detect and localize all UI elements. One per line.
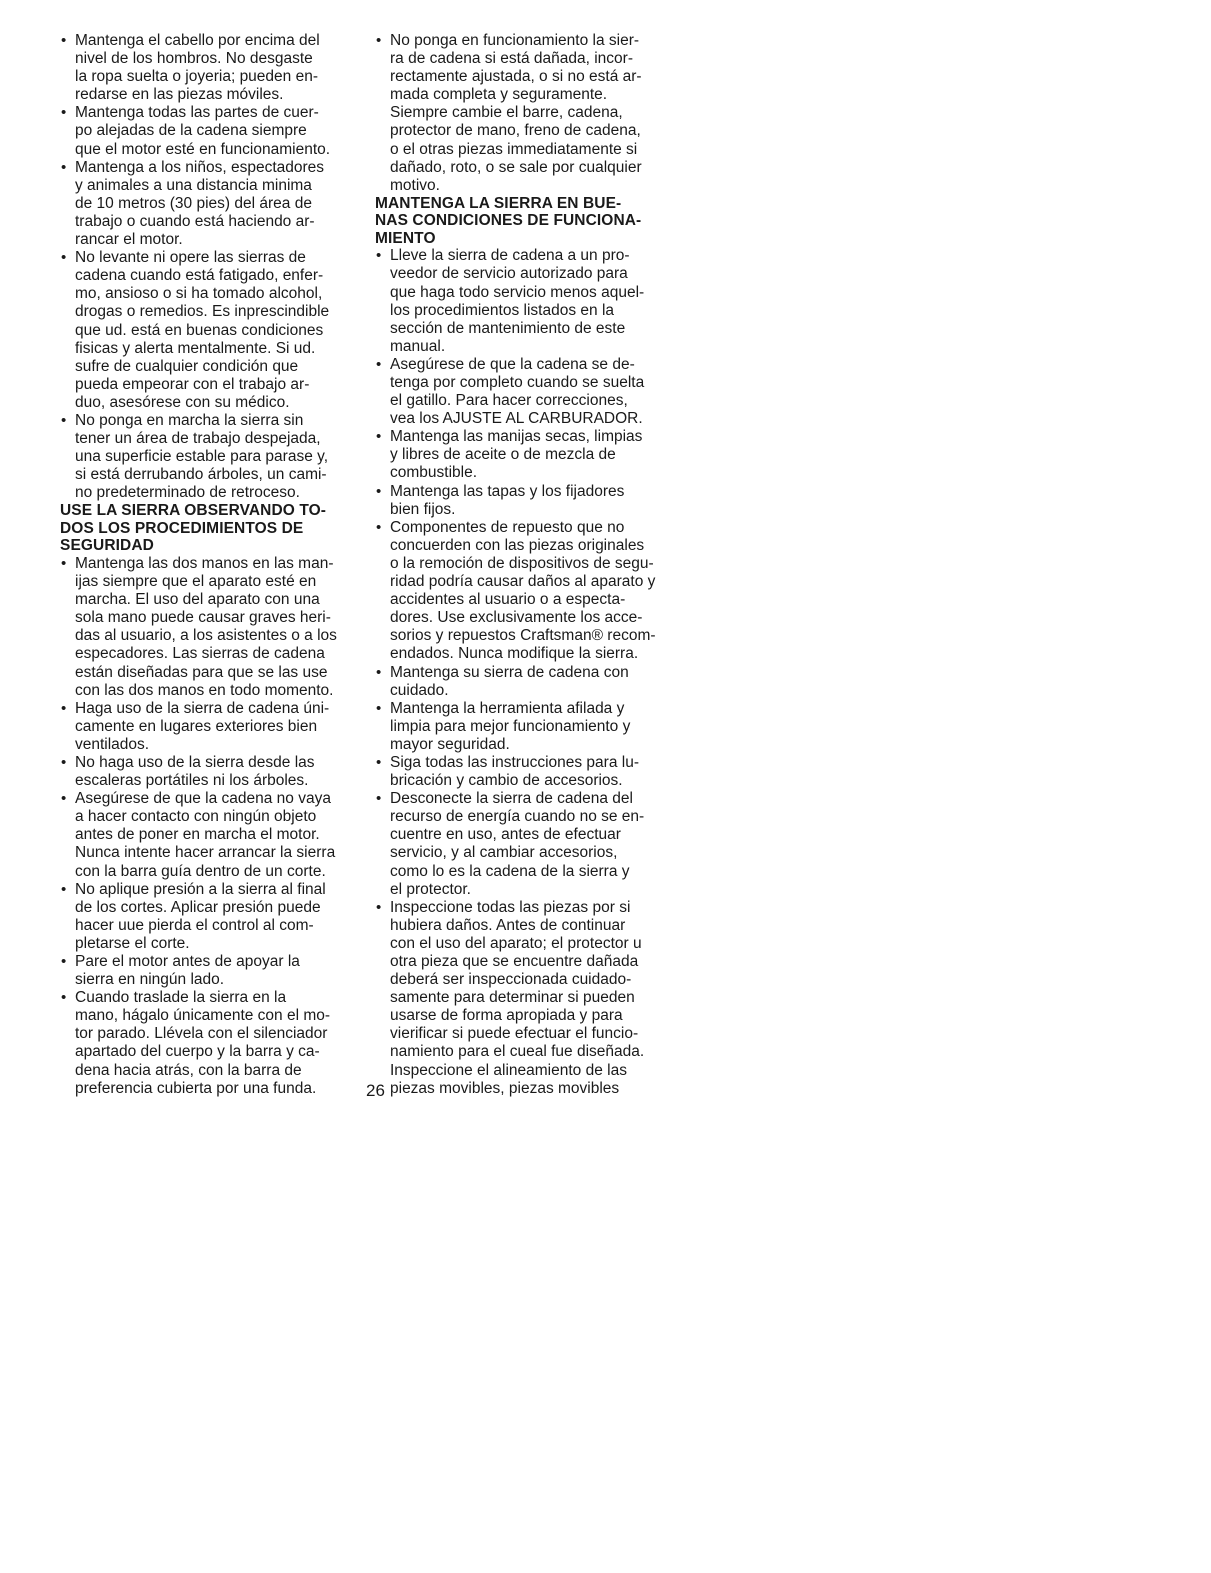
list-item (60, 104, 350, 158)
section-heading (60, 502, 350, 555)
text-line: con el uso del aparato; el protector u (390, 934, 642, 952)
text-line: mada completa y seguramente. (390, 86, 608, 104)
list-item (60, 881, 350, 953)
text-line: motivo. (390, 176, 440, 194)
text-line: dañado, roto, o se sale por cualquier (390, 158, 642, 176)
text-line: sección de mantenimiento de este (390, 319, 626, 337)
bullet-icon: • (61, 249, 67, 267)
text-line: Nunca intente hacer arrancar la sierra (75, 844, 336, 862)
text-line: Mantenga la herramienta afilada y (390, 699, 625, 717)
text-line: y libres de aceite o de mezcla de (390, 446, 616, 464)
bullet-icon: • (61, 880, 67, 898)
left-column (60, 32, 350, 1098)
text-line: No aplique presión a la sierra al final (75, 880, 326, 898)
text-line: deberá ser inspeccionada cuidado- (390, 971, 632, 989)
text-line: Mantenga a los niños, espectadores (75, 158, 325, 176)
text-line: pletarse el corte. (75, 934, 190, 952)
text-line: cuidado. (390, 681, 449, 699)
page-number: 26 (366, 1081, 385, 1100)
text-line: escaleras portátiles ni los árboles. (75, 772, 309, 790)
text-line: Asegúrese de que la cadena no vaya (75, 790, 331, 808)
text-line: samente para determinar si pueden (390, 989, 635, 1007)
text-line: Mantenga su sierra de cadena con (390, 663, 629, 681)
text-line: ijas siempre que el aparato esté en (75, 573, 317, 591)
text-line: Cuando traslade la sierra en la (75, 989, 287, 1007)
right-column (375, 32, 665, 1098)
bullet-icon: • (376, 355, 382, 373)
bullet-icon: • (376, 663, 382, 681)
text-line: piezas movibles, piezas movibles (390, 1079, 620, 1097)
text-line: tenga por completo cuando se suelta (390, 374, 645, 391)
bullet-icon: • (61, 953, 67, 970)
text-line: Siga todas las instrucciones para lu- (390, 753, 639, 771)
text-line: DOS LOS PROCEDIMIENTOS DE (60, 519, 304, 537)
text-line: cuentre en uso, antes de efectuar (390, 826, 621, 844)
text-line: duo, asesórese con su médico. (75, 393, 290, 411)
list-item (60, 953, 350, 989)
bullet-icon: • (61, 554, 67, 572)
bullet-icon: • (61, 699, 67, 717)
bullet-icon: • (376, 247, 382, 265)
text-line: po alejadas de la cadena siempre (75, 122, 307, 140)
text-line: MANTENGA LA SIERRA EN BUE- (375, 194, 622, 212)
bullet-icon: • (61, 989, 67, 1007)
text-line: sufre de cualquier condición que (75, 357, 299, 375)
bullet-icon: • (376, 32, 382, 49)
text-line: hacer uue pierda el control al com- (75, 916, 314, 934)
text-line: antes de poner en marcha el motor. (75, 826, 320, 844)
list-item (375, 483, 665, 519)
text-line: No ponga en marcha la sierra sin (75, 411, 304, 429)
text-line: endados. Nunca modifique la sierra. (390, 645, 639, 663)
text-line: y animales a una distancia minima (75, 176, 312, 194)
text-line: tor parado. Llévela con el silenciador (75, 1025, 328, 1043)
text-line: nivel de los hombros. No desgaste (75, 50, 313, 68)
bullet-icon: • (376, 518, 382, 536)
text-line: una superficie estable para parase y, (75, 448, 329, 466)
text-line: Mantenga todas las partes de cuer- (75, 104, 319, 122)
text-line: usarse de forma apropiada y para (390, 1007, 623, 1025)
text-line: Inspeccione todas las piezas por si (390, 898, 631, 916)
bullet-icon: • (376, 428, 382, 446)
text-line: servicio, y al cambiar accesorios, (390, 844, 618, 862)
text-line: la ropa suelta o joyeria; pueden en- (75, 68, 318, 86)
text-line: bien fijos. (390, 500, 456, 518)
text-line: vea los AJUSTE AL CARBURADOR. (390, 410, 643, 428)
list-item (375, 519, 665, 664)
text-line: de 10 metros (30 pies) del área de (75, 194, 312, 212)
list-item (375, 700, 665, 754)
list-item (375, 32, 665, 195)
text-line: que el motor esté en funcionamiento. (75, 140, 331, 158)
list-item (375, 899, 665, 1098)
text-line: rectamente ajustada, o si no está ar- (390, 68, 642, 86)
bullet-icon: • (376, 699, 382, 717)
text-line: dena hacia atrás, con la barra de (75, 1061, 302, 1079)
list-item (375, 754, 665, 790)
text-line: dores. Use exclusivamente los acce- (390, 609, 643, 627)
text-line: MIENTO (375, 229, 436, 247)
bullet-icon: • (61, 32, 67, 49)
text-line: SEGURIDAD (60, 537, 154, 555)
bullet-icon: • (376, 753, 382, 771)
text-line: hubiera daños. Antes de continuar (390, 916, 626, 934)
text-line: o el otras piezas immediatamente si (390, 140, 638, 158)
text-line: los procedimientos listados en la (390, 301, 615, 319)
list-item (60, 159, 350, 249)
list-item (375, 790, 665, 899)
text-line: con la barra guía dentro de un corte. (75, 862, 326, 880)
text-line: limpia para mejor funcionamiento y (390, 717, 631, 735)
text-line: mano, hágalo únicamente con el mo- (75, 1007, 331, 1025)
text-line: marcha. El uso del aparato con una (75, 591, 320, 609)
text-line: veedor de servicio autorizado para (390, 265, 628, 283)
text-line: sorios y repuestos Craftsman® recom- (390, 627, 656, 645)
text-line: rancar el motor. (75, 231, 183, 249)
text-line: pueda empeorar con el trabajo ar- (75, 375, 310, 393)
bullet-icon: • (376, 482, 382, 500)
text-line: namiento para el cueal fue diseñada. (390, 1043, 645, 1061)
text-line: No ponga en funcionamiento la sier- (390, 32, 640, 49)
text-line: cadena cuando está fatigado, enfer- (75, 267, 324, 285)
text-line: Mantenga las tapas y los fijadores (390, 482, 625, 500)
list-item (60, 32, 350, 104)
bullet-icon: • (376, 790, 382, 808)
text-line: drogas o remedios. Es inprescindible (75, 303, 330, 321)
text-line: USE LA SIERRA OBSERVANDO TO- (60, 502, 327, 520)
text-line: sierra en ningún lado. (75, 971, 225, 989)
text-line: Inspeccione el alineamiento de las (390, 1061, 627, 1079)
bullet-icon: • (61, 104, 67, 122)
text-line: Siempre cambie el barre, cadena, (390, 104, 623, 122)
text-line: si está derrubando árboles, un cami- (75, 466, 327, 484)
text-line: fisicas y alerta mentalmente. Si ud. (75, 339, 316, 357)
text-line: Mantenga las dos manos en las man- (75, 554, 334, 572)
text-line: recurso de energía cuando no se en- (390, 808, 645, 826)
text-line: trabajo o cuando está haciendo ar- (75, 212, 315, 230)
list-item (375, 664, 665, 700)
text-line: Desconecte la sierra de cadena del (390, 790, 633, 808)
text-line: de los cortes. Aplicar presión puede (75, 898, 321, 916)
text-line: Componentes de repuesto que no (390, 518, 625, 536)
text-line: protector de mano, freno de cadena, (390, 122, 641, 140)
text-line: ridad podría causar daños al aparato y (390, 573, 656, 591)
text-line: tener un área de trabajo despejada, (75, 430, 321, 448)
text-line: das al usuario, a los asistentes o a los (75, 627, 337, 645)
text-line: el protector. (390, 880, 471, 898)
text-line: están diseñadas para que se las use (75, 663, 328, 681)
text-line: que ud. está en buenas condiciones (75, 321, 324, 339)
text-line: Haga uso de la sierra de cadena úni- (75, 699, 330, 717)
list-item (375, 247, 665, 356)
list-item (60, 249, 350, 412)
text-line: apartado del cuerpo y la barra y ca- (75, 1043, 320, 1061)
text-line: Mantenga las manijas secas, limpias (390, 428, 643, 446)
text-line: mo, ansioso o si ha tomado alcohol, (75, 285, 323, 303)
text-line: con las dos manos en todo momento. (75, 681, 334, 699)
text-line: Pare el motor antes de apoyar la (75, 953, 300, 970)
text-line: combustible. (390, 464, 478, 482)
list-item (60, 790, 350, 880)
text-line: mayor seguridad. (390, 735, 510, 753)
text-line: especadores. Las sierras de cadena (75, 645, 325, 663)
text-line: No levante ni opere las sierras de (75, 249, 306, 267)
text-line: bricación y cambio de accesorios. (390, 772, 623, 790)
text-line: Mantenga el cabello por encima del (75, 32, 320, 49)
text-line: camente en lugares exteriores bien (75, 717, 318, 735)
text-line: manual. (390, 337, 446, 355)
section-heading (375, 195, 665, 248)
text-line: o la remoción de dispositivos de segu- (390, 554, 654, 572)
text-line: ra de cadena si está dañada, incor- (390, 50, 633, 68)
text-line: Asegúrese de que la cadena se de- (390, 355, 635, 373)
text-line: preferencia cubierta por una funda. (75, 1079, 317, 1097)
text-line: No haga uso de la sierra desde las (75, 753, 315, 771)
text-line: NAS CONDICIONES DE FUNCIONA- (375, 212, 642, 230)
text-line: sola mano puede causar graves heri- (75, 609, 331, 627)
text-line: el gatillo. Para hacer correcciones, (390, 392, 628, 410)
bullet-icon: • (61, 753, 67, 771)
list-item (60, 989, 350, 1098)
text-line: concuerden con las piezas originales (390, 536, 645, 554)
text-line: no predeterminado de retroceso. (75, 484, 300, 502)
text-line: vierificar si puede efectuar el funcio- (390, 1025, 639, 1043)
text-line: accidentes al usuario o a especta- (390, 591, 626, 609)
bullet-icon: • (61, 158, 67, 176)
list-item (375, 356, 665, 428)
text-line: que haga todo servicio menos aquel- (390, 283, 645, 301)
bullet-icon: • (61, 790, 67, 808)
list-item (375, 428, 665, 482)
text-line: ventilados. (75, 735, 150, 753)
text-line: redarse en las piezas móviles. (75, 86, 284, 104)
bullet-icon: • (61, 411, 67, 429)
list-item (60, 754, 350, 790)
list-item (60, 555, 350, 700)
text-line: a hacer contacto con ningún objeto (75, 808, 317, 826)
list-item (60, 412, 350, 502)
text-line: otra pieza que se encuentre dañada (390, 953, 639, 970)
text-line: como lo es la cadena de la sierra y (390, 862, 630, 880)
text-line: Lleve la sierra de cadena a un pro- (390, 247, 630, 265)
bullet-icon: • (376, 898, 382, 916)
list-item (60, 700, 350, 754)
